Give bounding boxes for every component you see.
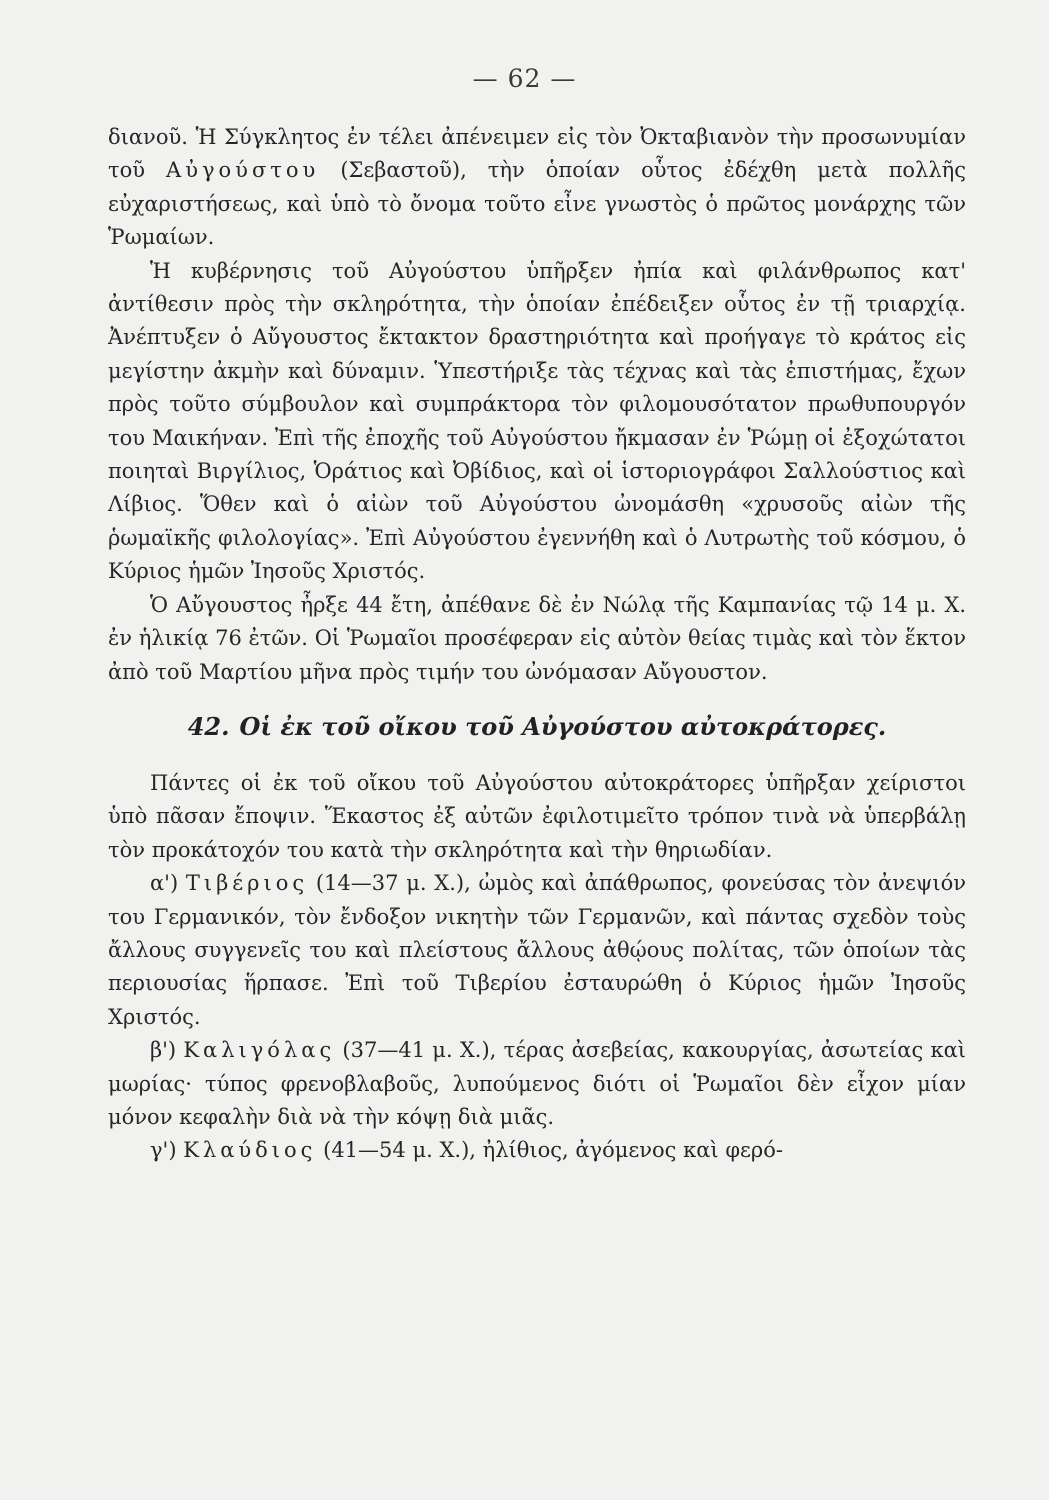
spaced-name-augustus: Αὐγούστου: [166, 158, 320, 183]
paragraph-augustus-rule: Ἡ κυβέρνησις τοῦ Αὐγούστου ὑπῆρξεν ἠπία καὶ φιλάνθρωπος κατ' ἀντίθεσιν πρὸς τὴν σκληρότητα, τὴν ὁποίαν ἐπέδειξεν οὗτος ἐν τῇ τριαρχίᾳ. Ἀνέπτυξεν ὁ Αὔγουστος ἔκτακτον δραστηριότητα καὶ προήγαγε τὸ κράτος εἰς μεγίστην ἀκμὴν καὶ δύναμιν. Ὑπεστήριξε τὰς τέχνας καὶ τὰς ἐπιστήμας, ἔχων πρὸς τοῦτο σύμβουλον καὶ συμπράκτορα τὸν φιλομουσότατον πρωθυπουργόν του Μαικήναν. Ἐπὶ τῆς ἐποχῆς τοῦ Αὐγούστου ἤκμασαν ἐν Ῥώμῃ οἱ ἐξοχώτατοι ποιηταὶ Βιργίλιος, Ὁράτιος καὶ Ὀβίδιος, καὶ οἱ ἱστοριογράφοι Σαλλούστιος καὶ Λίβιος. Ὅθεν καὶ ὁ αἰὼν τοῦ Αὐγούστου ὠνομάσθη «χρυσοῦς αἰὼν τῆς ῥωμαϊκῆς φιλολογίας». Ἐπὶ Αὐγούστου ἐγεννήθη καὶ ὁ Λυτρωτὴς τοῦ κόσμου, ὁ Κύριος ἡμῶν Ἰησοῦς Χριστός.: [108, 258, 966, 584]
item-marker: γ'): [150, 1138, 177, 1163]
paragraph-augustus-death: Ὁ Αὔγουστος ἦρξε 44 ἔτη, ἀπέθανε δὲ ἐν Νώλᾳ τῆς Καμπανίας τῷ 14 μ. Χ. ἐν ἡλικίᾳ 76 ἐτῶν. Οἱ Ῥωμαῖοι προσέφεραν εἰς αὐτὸν θείας τιμὰς καὶ τὸν ἕκτον ἀπὸ τοῦ Μαρτίου μῆνα πρὸς τιμήν του ὠνόμασαν Αὔγουστον.: [108, 592, 966, 684]
paragraph-emperors-intro: Πάντες οἱ ἐκ τοῦ οἴκου τοῦ Αὐγούστου αὐτοκράτορες ὑπῆρξαν χείριστοι ὑπὸ πᾶσαν ἔποψιν. Ἕκαστος ἐξ αὐτῶν ἐφιλοτιμεῖτο τρόπον τινὰ νὰ ὑπερβάλῃ τὸν προκάτοχόν του κατὰ τὴν σκληρότητα καὶ τὴν θηριωδίαν.: [108, 770, 966, 862]
paragraph-octavian-title: [108, 121, 966, 255]
paragraph-text: (Σεβαστοῦ), τὴν ὁποίαν οὗτος ἐδέχθη μετὰ πολλῆς εὐχαριστήσεως, καὶ ὑπὸ τὸ ὄνομα τοῦτο εἶνε γνωστὸς ὁ πρῶτος μονάρχης τῶν Ῥωμαίων.: [108, 158, 967, 250]
page-body: [108, 121, 966, 1168]
item-marker: α'): [150, 871, 179, 896]
paragraph-text: διανοῦ. Ἡ Σύγκλητος ἐν τέλει ἀπένειμεν εἰς τὸν Ὀκταβιανὸν τὴν προσωνυμίαν τοῦ: [108, 125, 966, 183]
item-text: (14—37 μ. Χ.), ὠμὸς καὶ ἀπάθρωπος, φονεύσας τὸν ἀνεψιόν του Γερμανικόν, τὸν ἔνδοξον νικητὴν τῶν Γερμανῶν, καὶ πάντας σχεδὸν τοὺς ἄλλους συγγενεῖς του καὶ πλείστους ἄλλους ἀθῴους πολίτας, τῶν ὁποίων τὰς περιουσίας ἥρπασε. Ἐπὶ τοῦ Τιβερίου ἐσταυρώθη ὁ Κύριος ἡμῶν Ἰησοῦς Χριστός.: [108, 871, 966, 1029]
emperor-name-claudius: Κλαύδιος: [183, 1138, 317, 1163]
page-number: — 62 —: [472, 64, 577, 93]
list-item-tiberius: [108, 867, 966, 1034]
emperor-name-caligula: Καλιγόλας: [183, 1038, 336, 1063]
list-item-claudius: [108, 1134, 966, 1167]
section-heading: [108, 709, 966, 745]
item-marker: β'): [150, 1038, 177, 1063]
item-text: (37—41 μ. Χ.), τέρας ἀσεβείας, κακουργίας, ἀσωτείας καὶ μωρίας· τύπος φρενοβλαβοῦς, λυπούμενος διότι οἱ Ῥωμαῖοι δὲν εἶχον μίαν μόνον κεφαλὴν διὰ νὰ τὴν κόψῃ διὰ μιᾶς.: [108, 1038, 966, 1129]
item-text: (41—54 μ. Χ.), ἠλίθιος, ἀγόμενος καὶ φερό-: [316, 1138, 783, 1163]
emperor-name-tiberius: Τιβέριος: [185, 871, 309, 896]
section-number: 42.: [187, 711, 230, 741]
list-item-caligula: [108, 1034, 966, 1134]
section-title: Οἱ ἐκ τοῦ οἴκου τοῦ Αὐγούστου αὐτοκράτορες.: [239, 711, 887, 741]
